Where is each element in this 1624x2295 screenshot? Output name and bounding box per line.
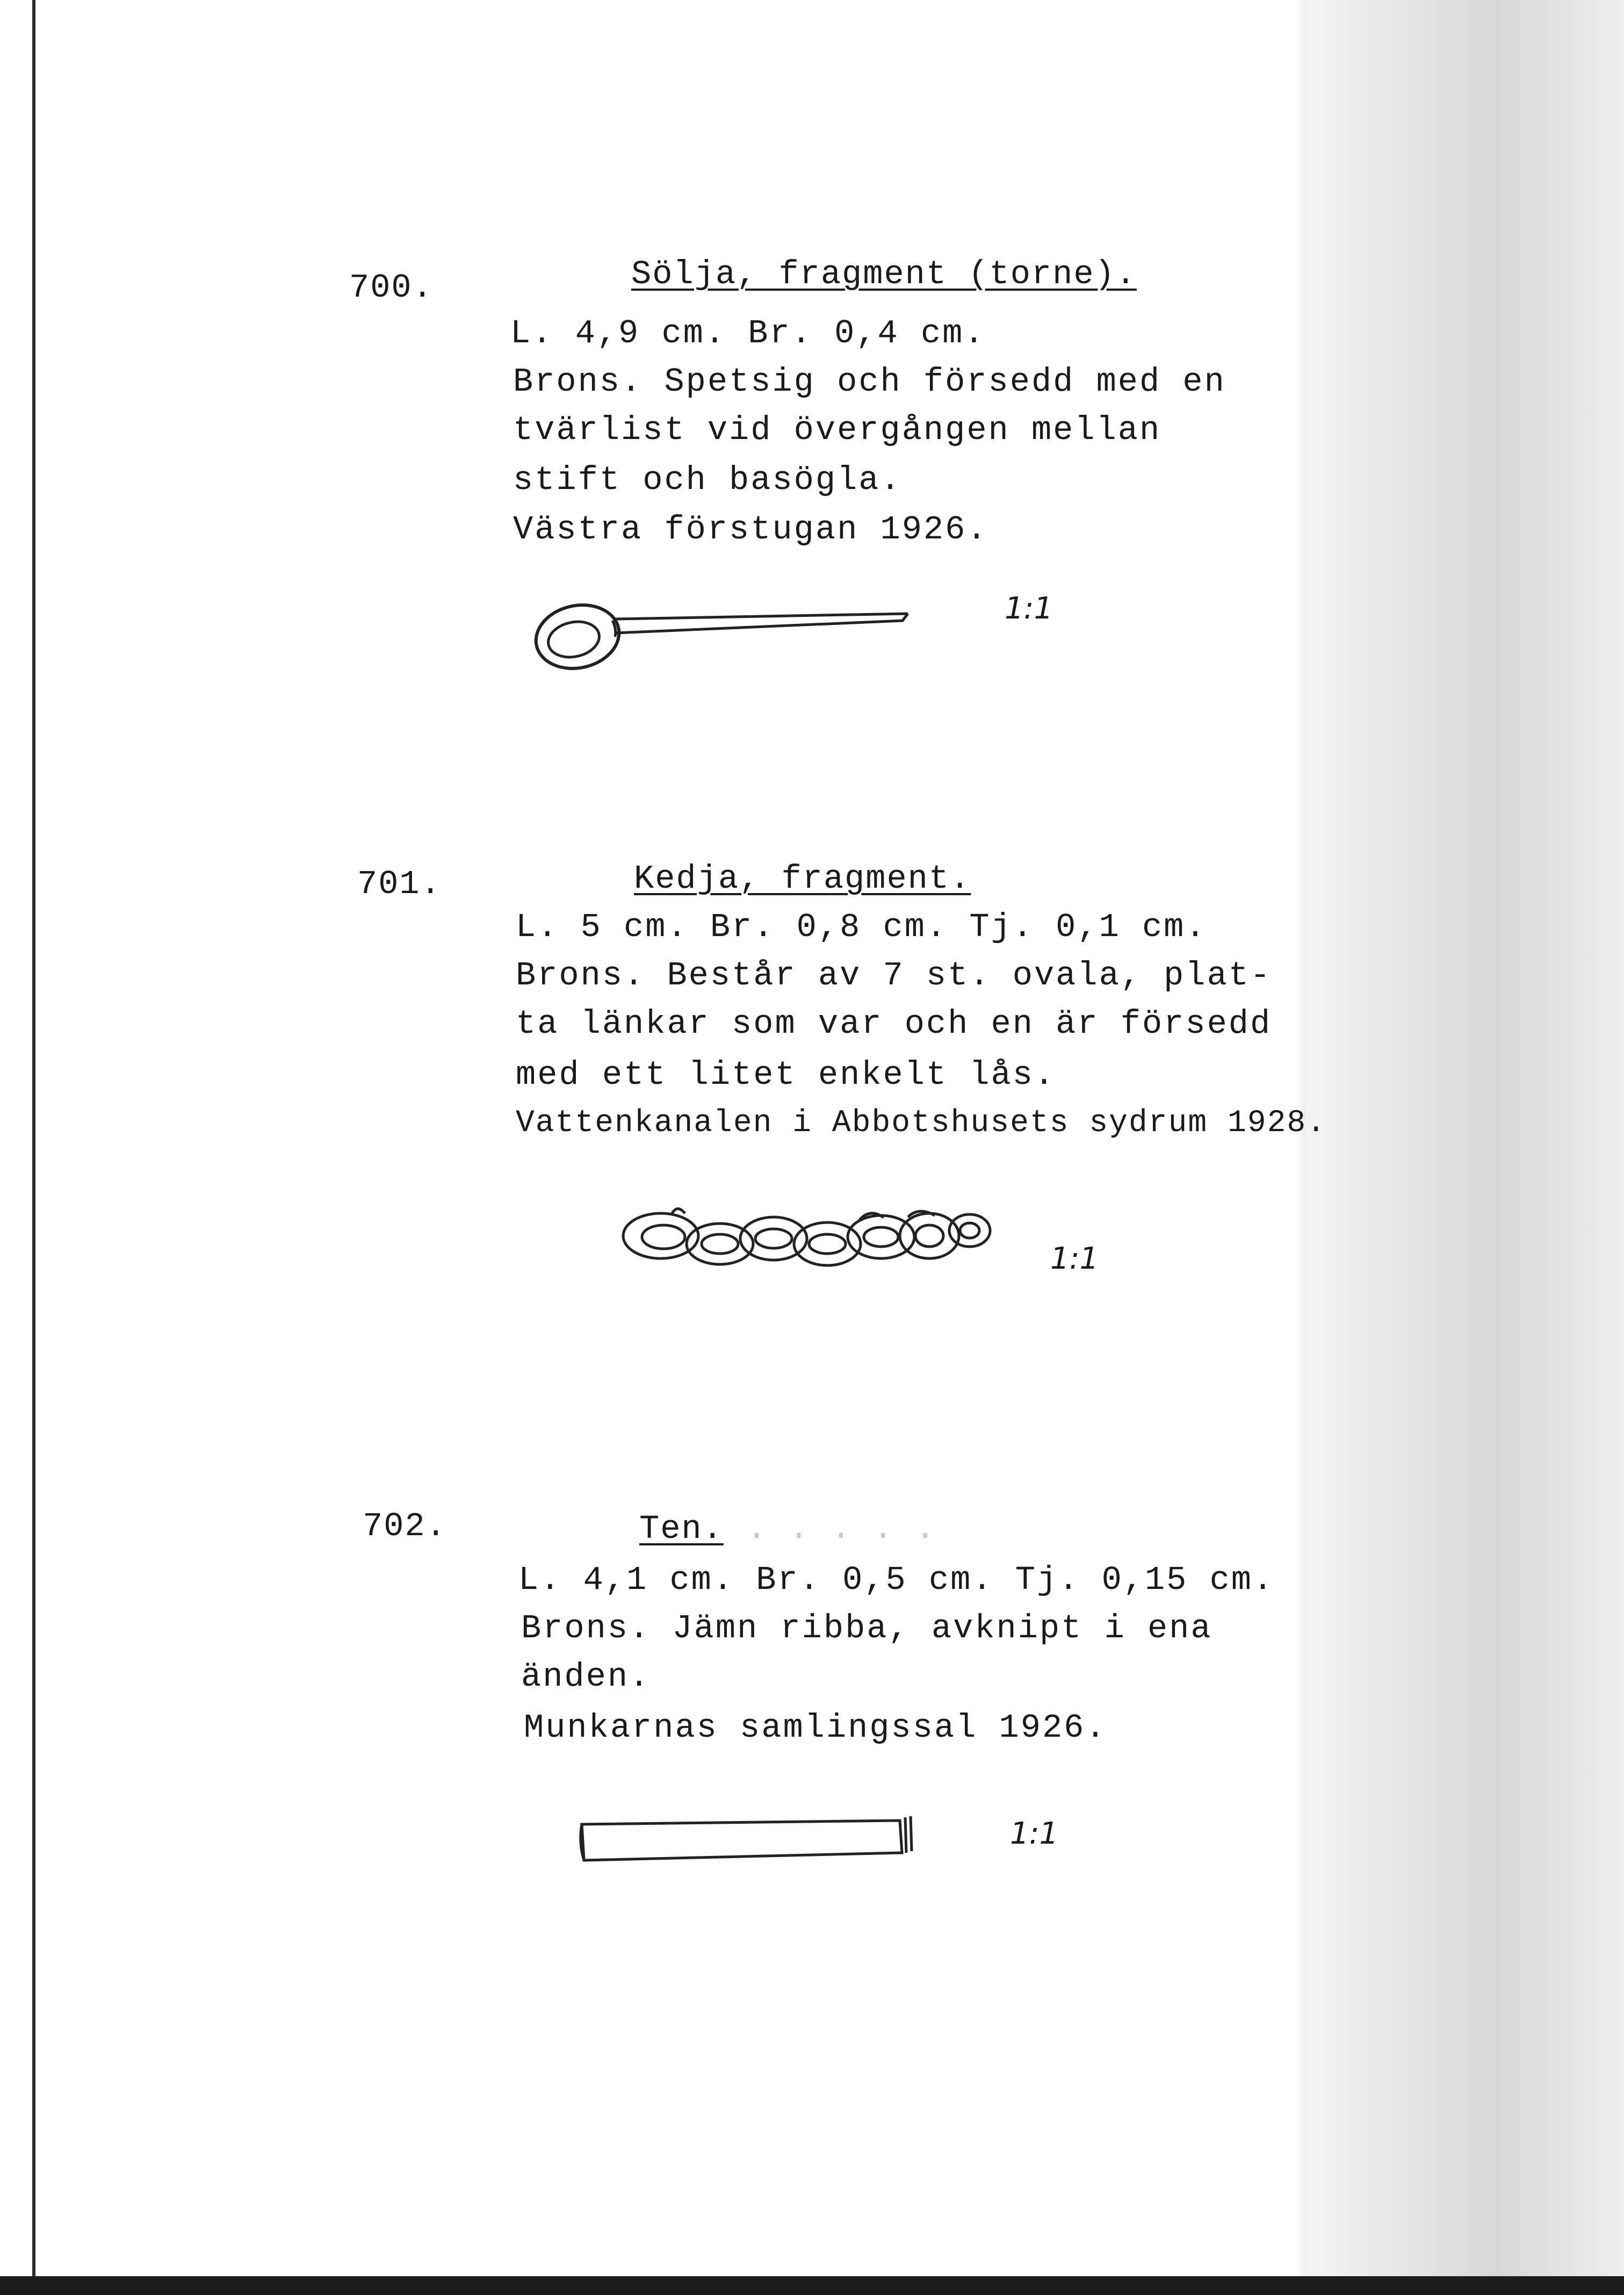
entry-description-line: stift och basögla. <box>513 461 902 499</box>
faded-title-remnant: . . . . . <box>747 1510 936 1548</box>
chain-drawing <box>618 1198 994 1284</box>
entry-measurements: L. 5 cm. Br. 0,8 cm. Tj. 0,1 cm. <box>516 908 1207 946</box>
entry-description-line: änden. <box>521 1658 651 1696</box>
entry-measurements: L. 4,9 cm. Br. 0,4 cm. <box>510 314 986 352</box>
entry-description-line: ta länkar som var och en är försedd <box>516 1005 1272 1043</box>
rib-drawing <box>578 1811 921 1870</box>
scale-note: 1:1 <box>1010 1816 1059 1851</box>
entry-title: Kedja, fragment. <box>634 860 971 898</box>
scale-note: 1:1 <box>1050 1241 1099 1276</box>
entry-find-location: Vattenkanalen i Abbotshusets sydrum 1928. <box>516 1106 1327 1141</box>
entry-find-location: Västra förstugan 1926. <box>513 510 988 549</box>
scale-note: 1:1 <box>1005 591 1053 626</box>
entry-description-line: Brons. Består av 7 st. ovala, plat- <box>516 956 1272 995</box>
binding-shadow-edge <box>1295 0 1305 2295</box>
entry-number: 701. <box>357 865 442 903</box>
entry-number: 700. <box>349 269 434 307</box>
entry-description-line: Brons. Spetsig och försedd med en <box>513 363 1226 401</box>
entry-title: Ten. <box>639 1510 724 1548</box>
entry-description-line: tvärlist vid övergången mellan <box>513 411 1161 449</box>
page-left-edge <box>32 0 35 2295</box>
entry-description-line: Brons. Jämn ribba, avknipt i ena <box>521 1609 1212 1647</box>
entry-description-line: med ett litet enkelt lås. <box>516 1056 1056 1094</box>
entry-title: Sölja, fragment (torne). <box>631 255 1137 293</box>
entry-find-location: Munkarnas samlingssal 1926. <box>524 1709 1107 1747</box>
pin-drawing <box>532 591 919 682</box>
entry-measurements: L. 4,1 cm. Br. 0,5 cm. Tj. 0,15 cm. <box>518 1561 1275 1599</box>
entry-number: 702. <box>363 1507 447 1545</box>
binding-gutter <box>1305 0 1624 2295</box>
page-bottom-edge <box>0 2276 1624 2295</box>
